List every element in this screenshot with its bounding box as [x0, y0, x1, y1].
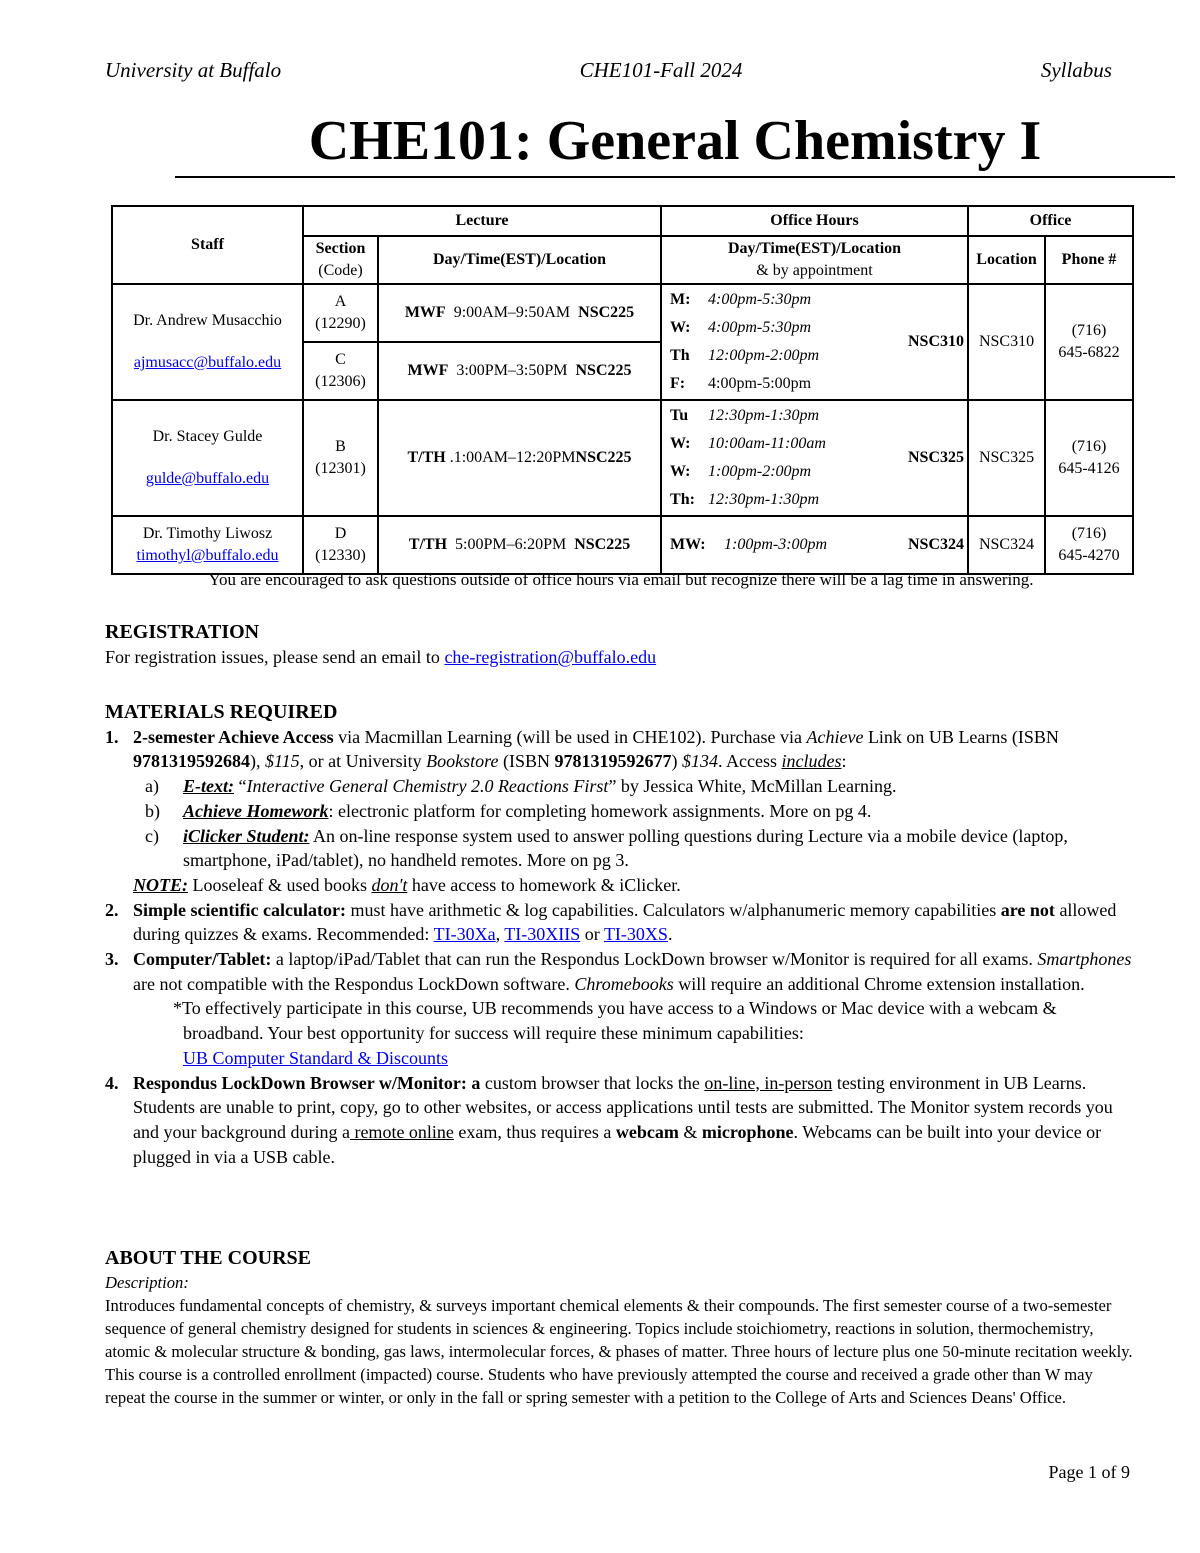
description-text: Introduces fundamental concepts of chemistry, & surveys important chemical elements & their compounds. The first semester course of a two-semester sequence of general chemistry designed for students in sciences & engineering. Topics include stoichiometry, reactions in solution, thermochemistry, atomic & molecular structure & bonding, gas laws, intermolecular forces, & phases of matter. Three hours of lecture plus one 50-minute recitation weekly. This course is a controlled enrollment (impacted) course. Students who have previously attempted the course and received a grade other than W may repeat the course in the summer or winter, or only in the fall or spring semester with a petition to the College of Arts and Sciences Deans' Office.: [105, 1295, 1133, 1407]
table-row: [112, 284, 1133, 342]
header-course: CHE101-Fall 2024: [579, 58, 743, 82]
lecture-dtl-header: Day/Time(EST)/Location: [378, 236, 661, 284]
computer-standard-link[interactable]: UB Computer Standard & Discounts: [183, 1047, 448, 1068]
list-item: a) E-text: “Interactive General Chemistry 2.0 Reactions First” by Jessica White, McMillan Learning.: [145, 776, 897, 797]
page-header: [105, 58, 1112, 83]
section-cell: D (12330): [303, 516, 378, 574]
office-hours-cell: MW: 1:00pm-3:00pm NSC324: [661, 516, 968, 574]
staff-name: Dr. Timothy Liwosz: [142, 525, 273, 542]
section-cell: C (12306): [303, 342, 378, 400]
computer-recommendation: *To effectively participate in this course, UB recommends you have access to a Windows or Mac device with a webcam & broadband. Your best opportunity for success will require these minimum capabilities: UB Computer Standard & Discounts: [173, 998, 1057, 1068]
location-header: Location: [968, 236, 1045, 284]
staff-header: Staff: [112, 206, 303, 284]
lecture-cell: MWF 3:00PM–3:50PM NSC225: [378, 342, 661, 400]
oh-location: NSC310: [908, 333, 965, 350]
list-item: 1. 2-semester Achieve Access via Macmillan Learning (will be used in CHE102). Purchase via Achieve Link on UB Learns (ISBN 9781319592684), $115, or at University Bookstore (ISBN 9781319592677) $134. Access includes:: [105, 726, 1059, 772]
table-row: [112, 516, 1133, 574]
office-hours-cell: Tu 12:30pm-1:30pm W: 10:00am-11:00am W: 1:00pm-2:00pm Th: 12:30pm-1:30pm NSC325: [661, 400, 968, 516]
office-hours-header: Office Hours: [661, 206, 968, 236]
office-hours-cell: M: 4:00pm-5:30pm W: 4:00pm-5:30pm Th 12:00pm-2:00pm F: 4:00pm-5:00pm NSC310: [661, 284, 968, 400]
oh-dtl-header: Day/Time(EST)/Location & by appointment: [661, 236, 968, 284]
staff-email-link[interactable]: gulde@buffalo.edu: [145, 470, 270, 487]
lecture-cell: MWF 9:00AM–9:50AM NSC225: [378, 284, 661, 342]
section-cell: B (12301): [303, 400, 378, 516]
lecture-header: Lecture: [303, 206, 661, 236]
list-item: b) Achieve Homework: electronic platform for completing homework assignments. More on pg 4.: [145, 800, 872, 821]
list-item: 3. Computer/Tablet: a laptop/iPad/Tablet that can run the Respondus LockDown browser w/Monitor is required for all exams. Smartphones are not compatible with the Respondus LockDown software. Chromebooks will require an additional Chrome extension installation. *To effectively participate in this course, UB recommends you have access to a Windows or Mac device with a webcam & broadband. Your best opportunity for success will require these minimum capabilities: UB Computer Standard & Discounts: [105, 947, 1135, 1071]
list-item: 2. Simple scientific calculator: must have arithmetic & log capabilities. Calculators w/alphanumeric memory capabilities are not allowed during quizzes & exams. Recommended: TI-30Xa, TI-30XIIS or TI-30XS.: [105, 899, 1117, 945]
office-location-cell: NSC310: [968, 284, 1045, 400]
staff-cell: [112, 516, 303, 574]
phone-cell: (716) 645-4270: [1045, 516, 1133, 574]
list-item: 4. Respondus LockDown Browser w/Monitor: a custom browser that locks the on-line, in-person testing environment in UB Learns. Students are unable to print, copy, go to other websites, or access applications until tests are submitted. The Monitor system records you and your background during a remote online exam, thus requires a webcam & microphone. Webcams can be built into your device or plugged in via a USB cable.: [105, 1072, 1113, 1167]
staff-email-link[interactable]: timothyl@buffalo.edu: [136, 547, 279, 564]
lecture-cell: T/TH 5:00PM–6:20PM NSC225: [378, 516, 661, 574]
list-item: c) iClicker Student: An on-line response system used to answer polling questions during Lecture via a mobile device (laptop, smartphone, iPad/tablet), no handheld remotes. More on pg 3.: [145, 825, 1068, 871]
about-heading: ABOUT THE COURSE: [105, 1247, 311, 1269]
staff-email-link[interactable]: ajmusacc@buffalo.edu: [133, 354, 282, 371]
staff-cell: [112, 400, 303, 516]
oh-location: NSC325: [908, 449, 965, 466]
office-hours-note: You are encouraged to ask questions outside of office hours via email but recognize there will be a lag time in answering.: [208, 570, 1034, 589]
registration-section: [105, 620, 1135, 669]
table-row: [112, 400, 1133, 516]
calculator-link-ti30xs[interactable]: TI-30XS: [603, 924, 668, 945]
page-number: Page 1 of 9: [1048, 1462, 1130, 1482]
calculator-link-ti30xa[interactable]: TI-30Xa: [433, 924, 496, 945]
phone-cell: (716) 645-6822: [1045, 284, 1133, 400]
registration-text: For registration issues, please send an email to che-registration@buffalo.edu: [105, 646, 657, 667]
staff-name: Dr. Stacey Gulde: [152, 428, 263, 445]
header-doc-type: Syllabus: [1040, 58, 1112, 82]
staff-name: Dr. Andrew Musacchio: [133, 312, 282, 329]
page-title: CHE101: General Chemistry I: [175, 108, 1175, 178]
lecture-cell: T/TH .1:00AM–12:20PMNSC225: [378, 400, 661, 516]
staff-table: [111, 205, 1134, 575]
about-section: [105, 1246, 1135, 1409]
office-location-cell: NSC325: [968, 400, 1045, 516]
office-header: Office: [968, 206, 1133, 236]
materials-heading: MATERIALS REQUIRED: [105, 701, 338, 723]
phone-cell: (716) 645-4126: [1045, 400, 1133, 516]
description-label: Description:: [105, 1272, 189, 1292]
section-header: Section (Code): [303, 236, 378, 284]
phone-header: Phone #: [1045, 236, 1133, 284]
calculator-link-ti30xiis[interactable]: TI-30XIIS: [504, 924, 581, 945]
registration-email-link[interactable]: che-registration@buffalo.edu: [444, 646, 657, 667]
office-location-cell: NSC324: [968, 516, 1045, 574]
oh-location: NSC324: [908, 536, 965, 553]
materials-section: [105, 700, 1135, 1169]
registration-heading: REGISTRATION: [105, 621, 260, 643]
header-university: University at Buffalo: [105, 58, 282, 82]
materials-note: NOTE: Looseleaf & used books don't have access to homework & iClicker.: [133, 874, 681, 895]
section-cell: A (12290): [303, 284, 378, 342]
staff-cell: [112, 284, 303, 400]
